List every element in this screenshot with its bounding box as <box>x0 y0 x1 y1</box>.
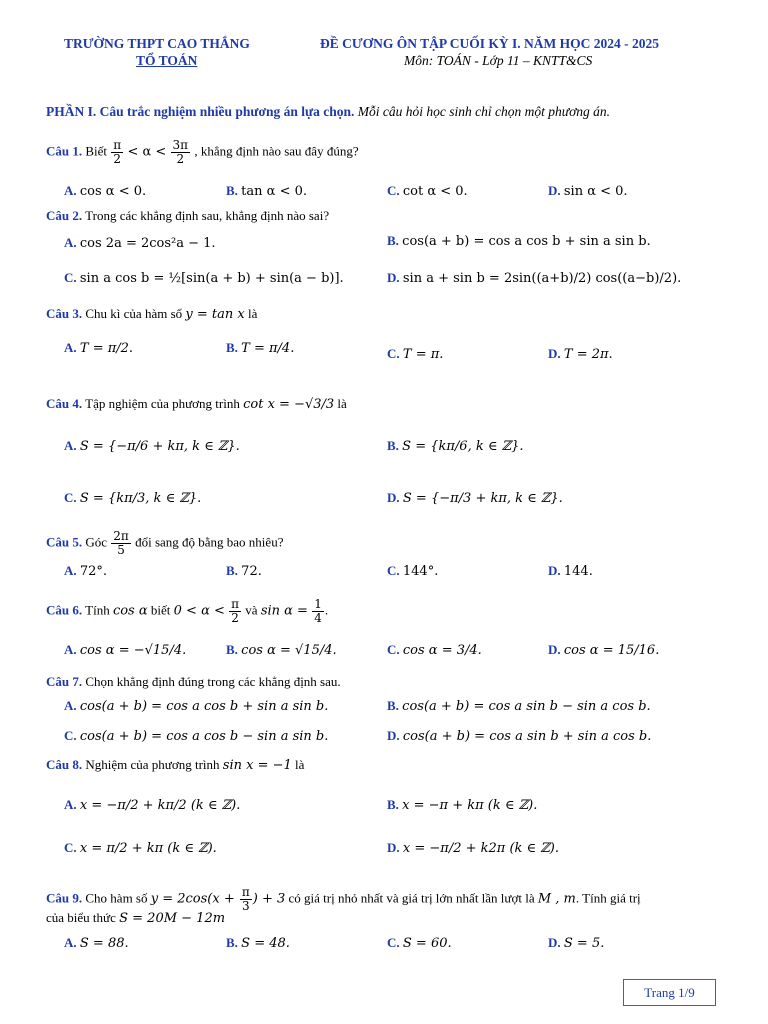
q1-option-c[interactable] <box>387 183 468 199</box>
q1-option-d[interactable] <box>548 183 628 199</box>
q2-option-d[interactable] <box>387 270 681 286</box>
q4-option-c[interactable] <box>64 490 201 506</box>
option-text: sin a + sin b = 2sin((a+b)/2) cos((a−b)/2). <box>402 271 682 286</box>
q9-option-c[interactable] <box>387 935 452 951</box>
math-function: ) + 3 <box>252 891 286 907</box>
option-text: cos(a + b) = cos a sin b + sin a cos b. <box>402 729 652 744</box>
question-label: Câu 7. <box>46 674 83 689</box>
option-text: x = π/2 + kπ (k ∈ ℤ). <box>79 841 217 856</box>
question-text: có giá trị nhỏ nhất và giá trị lớn nhất lần lượt là <box>288 890 535 906</box>
option-letter: A. <box>64 183 77 198</box>
math-fraction: $\frac{1}{4}$ <box>314 597 322 625</box>
q5-option-c[interactable] <box>387 563 438 579</box>
q4-option-a[interactable] <box>64 438 240 454</box>
q1-option-a[interactable] <box>64 183 146 199</box>
section-label: PHẦN I. <box>46 104 97 119</box>
question-text: , khẳng định nào sau đây đúng? <box>194 143 359 159</box>
option-text: T = π/4. <box>241 341 295 356</box>
q8-option-c[interactable] <box>64 840 217 856</box>
math-function: y = 2cos(x + <box>150 891 239 907</box>
math-equation: sin x = −1 <box>222 758 292 773</box>
q8-option-a[interactable] <box>64 797 240 813</box>
q8-option-d[interactable] <box>387 840 559 856</box>
option-text: S = 60. <box>402 936 452 951</box>
question-3 <box>46 306 257 322</box>
option-text: cos α = 15/16. <box>563 643 660 658</box>
math-function: y = tan x <box>185 307 245 322</box>
question-text: là <box>247 306 258 321</box>
math-fraction: $\frac{\pi}{2}$ <box>231 597 240 625</box>
question-text: Biết <box>85 143 108 159</box>
question-2 <box>46 208 329 224</box>
option-text: cos α < 0. <box>79 184 147 199</box>
question-text: Chu kì của hàm số <box>85 306 183 321</box>
option-letter: A. <box>64 642 77 657</box>
question-8 <box>46 757 304 773</box>
school-name: TRƯỜNG THPT CAO THẮNG <box>64 36 250 51</box>
question-text: đổi sang độ bằng bao nhiêu? <box>135 534 284 550</box>
option-text: S = {−π/3 + kπ, k ∈ ℤ}. <box>402 491 563 506</box>
question-text: Nghiệm của phương trình <box>85 757 220 772</box>
option-text: cos α = −√15/4. <box>79 643 187 658</box>
option-text: tan α < 0. <box>241 184 307 199</box>
option-text: cos(a + b) = cos a cos b + sin a sin b. <box>402 234 651 249</box>
option-text: S = 88. <box>79 936 129 951</box>
question-text: là <box>295 757 305 772</box>
option-text: cos(a + b) = cos a sin b − sin a cos b. <box>402 699 651 714</box>
option-letter: D. <box>387 840 400 855</box>
option-letter: C. <box>387 935 400 950</box>
question-text: là <box>337 396 347 411</box>
option-text: 144. <box>563 564 593 579</box>
question-text: và <box>245 602 258 618</box>
option-letter: D. <box>548 642 561 657</box>
option-letter: A. <box>64 340 77 355</box>
option-letter: D. <box>387 490 400 505</box>
option-text: S = 5. <box>563 936 605 951</box>
option-letter: B. <box>387 233 399 248</box>
option-letter: A. <box>64 235 77 250</box>
q6-option-c[interactable] <box>387 642 482 658</box>
option-letter: C. <box>387 642 400 657</box>
document-subtitle: Môn: TOÁN - Lớp 11 – KNTT&CS <box>404 53 593 68</box>
q4-option-b[interactable] <box>387 438 524 454</box>
option-letter: B. <box>226 642 238 657</box>
option-text: T = 2π. <box>563 347 613 362</box>
question-text: Tính <box>85 602 110 618</box>
q7-option-c[interactable] <box>64 728 328 744</box>
option-letter: A. <box>64 935 77 950</box>
option-letter: D. <box>387 728 400 743</box>
option-text: S = 48. <box>241 936 290 951</box>
option-letter: C. <box>387 563 400 578</box>
question-label: Câu 9. <box>46 890 83 906</box>
q9-option-b[interactable] <box>226 935 290 951</box>
q2-option-b[interactable] <box>387 233 651 249</box>
question-label: Câu 1. <box>46 143 83 159</box>
option-letter: D. <box>548 935 561 950</box>
option-letter: C. <box>64 840 77 855</box>
option-letter: B. <box>387 698 399 713</box>
q2-option-a[interactable] <box>64 235 216 251</box>
question-label: Câu 5. <box>46 534 83 550</box>
question-1 <box>46 139 359 166</box>
option-text: cos(a + b) = cos a cos b − sin a sin b. <box>79 729 329 744</box>
option-text: 72. <box>241 564 262 579</box>
question-4 <box>46 396 347 412</box>
math-equation: cot x = −√3/3 <box>243 397 335 412</box>
q2-option-c[interactable] <box>64 270 344 286</box>
math-inequality: < α < <box>127 144 167 160</box>
question-label: Câu 2. <box>46 208 83 223</box>
q3-option-c[interactable] <box>387 346 443 362</box>
question-text: Cho hàm số <box>85 890 148 906</box>
q3-option-a[interactable] <box>64 340 133 356</box>
section-heading <box>46 104 610 120</box>
option-text: x = −π/2 + k2π (k ∈ ℤ). <box>402 841 559 856</box>
option-letter: A. <box>64 797 77 812</box>
option-text: 144°. <box>402 564 439 579</box>
q6-option-d[interactable] <box>548 642 659 658</box>
q9-option-d[interactable] <box>548 935 604 951</box>
option-letter: D. <box>548 183 561 198</box>
option-letter: B. <box>387 438 399 453</box>
math-variables: M , m <box>537 891 576 907</box>
q5-option-d[interactable] <box>548 563 593 579</box>
option-letter: C. <box>387 346 400 361</box>
question-label: Câu 4. <box>46 396 83 411</box>
option-letter: A. <box>64 563 77 578</box>
q7-option-d[interactable] <box>387 728 651 744</box>
option-letter: D. <box>548 346 561 361</box>
math-fraction: $\frac{\pi}{2}$ <box>113 138 122 166</box>
question-6: Câu 6. Tính cos α biết 0 < α < $\frac{\pi}{2}$ và sin α = $\frac{1}{4}$ . <box>46 597 329 625</box>
option-text: sin a cos b = ½[sin(a + b) + sin(a − b)]. <box>79 271 344 286</box>
math-condition: sin α = <box>260 603 308 619</box>
option-text: S = {−π/6 + kπ, k ∈ ℤ}. <box>79 439 240 454</box>
question-text: . Tính giá trị <box>575 890 641 906</box>
q3-option-b[interactable] <box>226 340 294 356</box>
option-text: 72°. <box>79 564 108 579</box>
option-letter: C. <box>387 183 400 198</box>
option-letter: B. <box>226 563 238 578</box>
option-letter: B. <box>226 340 238 355</box>
option-letter: B. <box>226 935 238 950</box>
q8-option-b[interactable] <box>387 797 537 813</box>
option-text: cos 2a = 2cos²a − 1. <box>79 236 216 251</box>
option-letter: B. <box>226 183 238 198</box>
q1-option-b[interactable] <box>226 183 307 199</box>
option-text: x = −π + kπ (k ∈ ℤ). <box>402 798 538 813</box>
math-function: cos α <box>112 603 148 619</box>
section-title: Câu trắc nghiệm nhiều phương án lựa chọn. <box>99 104 355 119</box>
math-condition: 0 < α < <box>173 603 225 619</box>
q7-option-b[interactable] <box>387 698 651 714</box>
q6-option-a[interactable] <box>64 642 186 658</box>
option-text: cos(a + b) = cos a cos b + sin a sin b. <box>79 699 329 714</box>
option-letter: A. <box>64 698 77 713</box>
question-9-line2 <box>46 910 225 926</box>
question-text: Chọn khẳng định đúng trong các khẳng định sau. <box>85 674 341 689</box>
q4-option-d[interactable] <box>387 490 563 506</box>
math-expression: S = 20M − 12m <box>119 911 226 926</box>
option-text: cos α = √15/4. <box>241 643 337 658</box>
option-text: sin α < 0. <box>563 184 628 199</box>
section-note: Mỗi câu hỏi học sinh chỉ chọn một phương án. <box>357 104 611 119</box>
question-text: biết <box>150 602 171 618</box>
option-text: T = π/2. <box>79 341 134 356</box>
question-5 <box>46 530 283 557</box>
question-text: Tập nghiệm của phương trình <box>85 396 240 411</box>
option-letter: D. <box>387 270 400 285</box>
question-text: Trong các khẳng định sau, khẳng định nào sai? <box>85 208 330 223</box>
option-text: cot α < 0. <box>402 184 468 199</box>
option-text: S = {kπ/3, k ∈ ℤ}. <box>79 491 202 506</box>
option-text: T = π. <box>402 347 444 362</box>
question-9 <box>46 886 641 913</box>
math-fraction: $\frac{3\pi}{2}$ <box>172 138 189 166</box>
question-label: Câu 3. <box>46 306 83 321</box>
document-title: ĐỀ CƯƠNG ÔN TẬP CUỐI KỲ I. NĂM HỌC 2024 - 2025 <box>320 36 660 51</box>
q3-option-d[interactable] <box>548 346 613 362</box>
option-text: x = −π/2 + kπ/2 (k ∈ ℤ). <box>79 798 241 813</box>
option-letter: D. <box>548 563 561 578</box>
question-7 <box>46 674 341 690</box>
question-label: Câu 6. <box>46 602 83 618</box>
option-letter: A. <box>64 438 77 453</box>
page-number: Trang 1/9 <box>623 979 716 1006</box>
option-letter: C. <box>64 270 77 285</box>
q7-option-a[interactable] <box>64 698 328 714</box>
question-label: Câu 8. <box>46 757 83 772</box>
q6-option-b[interactable] <box>226 642 337 658</box>
option-letter: C. <box>64 490 77 505</box>
option-letter: B. <box>387 797 399 812</box>
q9-option-a[interactable] <box>64 935 129 951</box>
department: TỔ TOÁN <box>136 53 198 68</box>
question-text: của biểu thức <box>46 910 116 925</box>
option-text: S = {kπ/6, k ∈ ℤ}. <box>402 439 524 454</box>
question-text: Góc <box>85 534 108 550</box>
math-fraction: $\frac{\pi}{3}$ <box>241 885 250 913</box>
q5-option-b[interactable] <box>226 563 262 579</box>
math-fraction: $\frac{2\pi}{5}$ <box>113 529 129 557</box>
option-text: cos α = 3/4. <box>402 643 482 658</box>
option-letter: C. <box>64 728 77 743</box>
q5-option-a[interactable] <box>64 563 107 579</box>
